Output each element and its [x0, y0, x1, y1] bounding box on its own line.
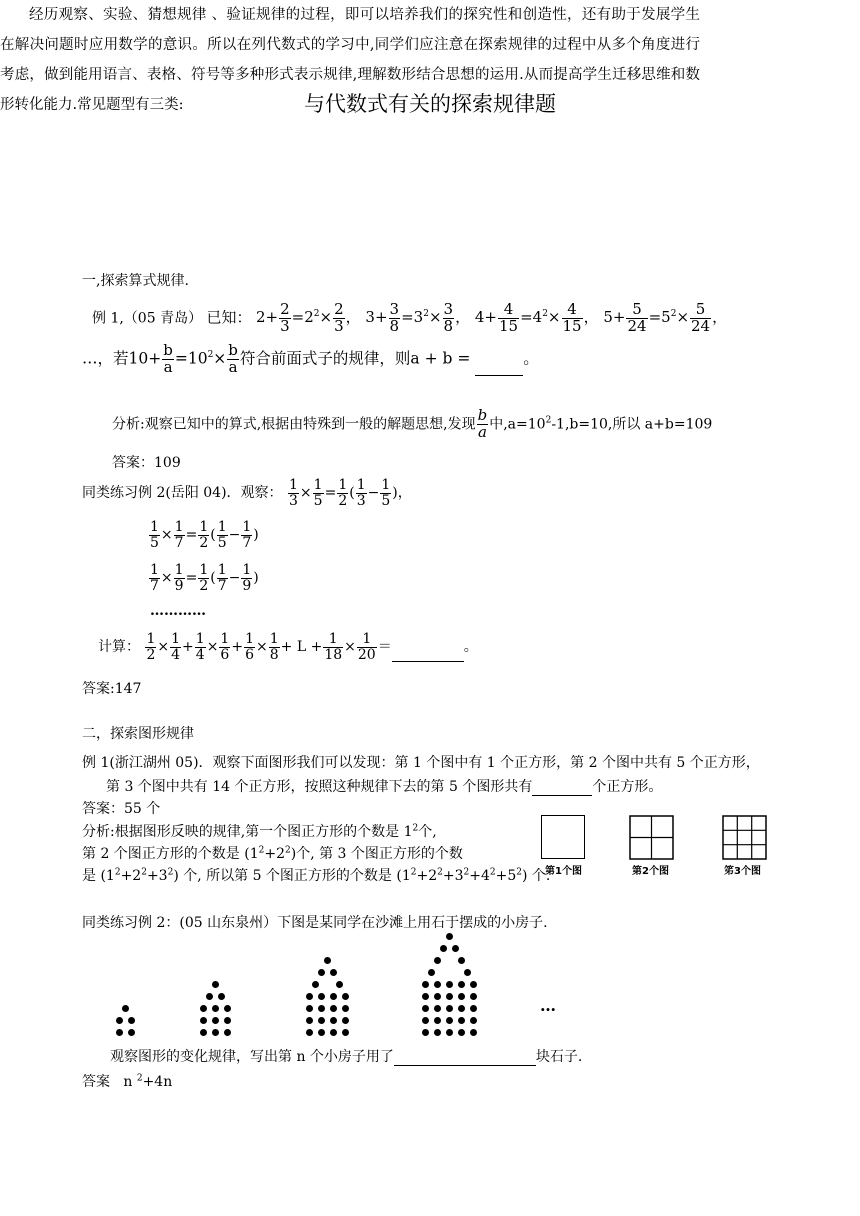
ex1-answer: 答案：109 — [112, 455, 181, 471]
stone-dot — [330, 993, 337, 1000]
stone-dot — [422, 993, 429, 1000]
ex1-answer-blank — [475, 357, 523, 376]
stone-dot — [122, 1005, 129, 1012]
stone-dot — [446, 981, 453, 988]
intro-text: 经历观察、实验、猜想规律 、验证规律的过程，即可以培养我们的探究性和创造性，还有助于发展学生在解决问题时应用数学的意识。所以在列代数式的学习中,同学们应注意在探索规律的过程中从多个角度进行考虑，做到能用语言、表格、符号等多种形式表示规律,理解数形结合思想的运用.从而提高学生迁移思维和数形转化能力.常见题型有三类: — [0, 7, 700, 113]
stone-dot — [434, 1029, 441, 1036]
stone-dot — [422, 1017, 429, 1024]
stone-dot — [342, 993, 349, 1000]
stone-dot — [434, 957, 441, 964]
stone-dot — [330, 1005, 337, 1012]
ex2-answer-blank — [392, 645, 464, 662]
figure-2-caption: 第2个图 — [632, 866, 669, 877]
stone-dot — [318, 1029, 325, 1036]
stone-dot — [470, 993, 477, 1000]
ex4-answer-blank — [394, 1049, 536, 1066]
stone-dot — [464, 969, 471, 976]
ex4-answer: 答案 n $^2$+4n — [82, 1073, 173, 1090]
stone-dot — [312, 981, 319, 988]
stone-dot — [434, 993, 441, 1000]
ex1-analysis: 分析:观察已知中的算式,根据由特殊到一般的解题思想,发现 $\frac{b}{a}$ 中$,a=10^2-1,b=10$,所以 a+b=109 — [112, 406, 713, 441]
stone-dot — [342, 1005, 349, 1012]
stone-dot — [470, 1017, 477, 1024]
stone-dot — [306, 1017, 313, 1024]
stone-dot — [116, 1017, 123, 1024]
ex2-eq2: $\frac{1}{5}$ × $\frac{1}{7}$ = $\frac{1}{2}$ ( $\frac{1}{5}$ − $\frac{1}{7}$ ) — [150, 519, 259, 551]
stone-dot — [212, 981, 219, 988]
ex2-line1: 同类练习例 2(岳阳 04)．观察： $\frac{1}{3}$ × $\frac{1}{5}$ = $\frac{1}{2}$ ( $\frac{1}{3}$ − $\frac{1}{5}$ )， — [82, 477, 412, 509]
stone-dot — [306, 1029, 313, 1036]
stone-dot — [200, 1017, 207, 1024]
stone-dot — [318, 1005, 325, 1012]
ex4-line: 同类练习例 2：(05 山东泉州）下图是某同学在沙滩上用石于摆成的小房子. — [82, 915, 548, 931]
ex2-dots: ………… — [150, 603, 206, 619]
stone-dot — [324, 957, 331, 964]
ex2-calc: 计算： $\frac{1}{2}$ × $\frac{1}{4}$ + $\frac{1}{4}$ × $\frac{1}{6}$ + $\frac{1}{6}$ × $\frac{1}{8}$ + L + $\frac{1}{18}$ × $\frac{1}{20}$ ＝ 。 — [98, 631, 478, 663]
ex1-line2: …，若10+ $\frac{b}{a}$ $=10^2\times$ $\frac{b}{a}$ 符合前面式子的规律，则a + b = 。 — [82, 341, 539, 376]
ex1-formulas: 2+ $\frac{2}{3}$ $=2^2\times$ $\frac{2}{3}$ ， 3+ $\frac{3}{8}$ $=3^2\times$ $\frac{3}{8}$ ， 4+ $\frac{4}{15}$ $=4^2\times$ $\frac{4}{15}$ ， 5+ $\frac{5}{24}$ $=5^2\times$ $\frac{5}{24}$ ， — [256, 300, 728, 335]
ex1-known: 已知： — [206, 308, 252, 327]
ex1-line1 — [92, 302, 727, 335]
stone-dot — [212, 1029, 219, 1036]
ex1-label: 例 1,（05 青岛） — [92, 310, 203, 327]
stone-dot — [458, 1005, 465, 1012]
stone-dot — [306, 993, 313, 1000]
stone-dot — [218, 993, 225, 1000]
stone-dot — [422, 981, 429, 988]
stone-dot — [128, 1029, 135, 1036]
ex3-answer: 答案：55 个 — [82, 801, 161, 817]
figure-2-grid — [629, 815, 674, 860]
stone-dot — [440, 945, 447, 952]
stone-dot — [422, 1005, 429, 1012]
stone-dot — [330, 1029, 337, 1036]
stone-dot — [342, 1029, 349, 1036]
ex3-analysis-2: 第 2 个图正方形的个数是 $(1^2+2^2)$个, 第 3 个图正方形的个数 — [82, 845, 463, 862]
stone-dot — [336, 981, 343, 988]
stone-dot — [470, 1005, 477, 1012]
stone-dot — [458, 957, 465, 964]
figure-1-caption: 第1个图 — [545, 866, 582, 877]
stone-dot — [434, 1005, 441, 1012]
stone-dot — [224, 1017, 231, 1024]
houses-ellipsis: … — [540, 996, 556, 1015]
stone-dot — [212, 1017, 219, 1024]
page-title: 与代数式有关的探索规律题 — [304, 92, 556, 116]
stone-dot — [470, 981, 477, 988]
figure-3-grid — [722, 815, 767, 860]
stone-dot — [200, 1029, 207, 1036]
stone-dot — [318, 993, 325, 1000]
stone-dot — [446, 993, 453, 1000]
stone-dot — [452, 945, 459, 952]
stone-dot — [128, 1017, 135, 1024]
ex3-analysis-3: 是 $(1^2+2^2+3^2)$ 个, 所以第 5 个图正方形的个数是 $(1^2+2^2+3^2+4^2+5^2)$ 个. — [82, 867, 551, 884]
stone-dot — [318, 1017, 325, 1024]
stone-dot — [446, 1005, 453, 1012]
stone-dot — [434, 1017, 441, 1024]
stone-dot — [446, 933, 453, 940]
ex2-eq3: $\frac{1}{7}$ × $\frac{1}{9}$ = $\frac{1}{2}$ ( $\frac{1}{7}$ − $\frac{1}{9}$ ) — [150, 562, 259, 594]
stone-dot — [306, 1005, 313, 1012]
stone-dot — [458, 981, 465, 988]
stone-dot — [224, 1029, 231, 1036]
section-1-heading: 一,探索算式规律. — [82, 273, 189, 289]
stone-dot — [446, 1017, 453, 1024]
stone-dot — [422, 1029, 429, 1036]
stone-dot — [224, 1005, 231, 1012]
stone-dot — [434, 981, 441, 988]
stone-dot — [470, 1029, 477, 1036]
ex4-question: 观察图形的变化规律，写出第 n 个小房子用了 块石子. — [110, 1049, 583, 1065]
stone-dot — [342, 1017, 349, 1024]
ex3-analysis-1: 分析:根据图形反映的规律,第一个图正方形的个数是 $1^2$个, — [82, 823, 437, 840]
stone-dot — [206, 993, 213, 1000]
figure-3-caption: 笫3个图 — [724, 866, 761, 877]
stone-dot — [318, 969, 325, 976]
ex2-answer: 答案:147 — [82, 681, 142, 697]
ex3-answer-blank — [532, 779, 592, 796]
ex3-line1: 例 1(浙江湖州 05)．观察下面图形我们可以发现：第 1 个图中有 1 个正方形，第 2 个图中共有 5 个正方形， — [82, 755, 760, 771]
ex3-line2: 第 3 个图中共有 14 个正方形，按照这种规律下去的第 5 个图形共有 个正方形。 — [106, 779, 663, 795]
stone-dot — [458, 1017, 465, 1024]
stone-dot — [458, 1029, 465, 1036]
stone-dot — [200, 1005, 207, 1012]
stone-dot — [458, 993, 465, 1000]
stone-dot — [212, 1005, 219, 1012]
figure-1-square — [541, 815, 585, 859]
stone-dot — [330, 1017, 337, 1024]
section-2-heading: 二，探索图形规律 — [82, 726, 194, 742]
stone-dot — [446, 1029, 453, 1036]
stone-dot — [428, 969, 435, 976]
stone-dot — [330, 969, 337, 976]
stone-dot — [116, 1029, 123, 1036]
